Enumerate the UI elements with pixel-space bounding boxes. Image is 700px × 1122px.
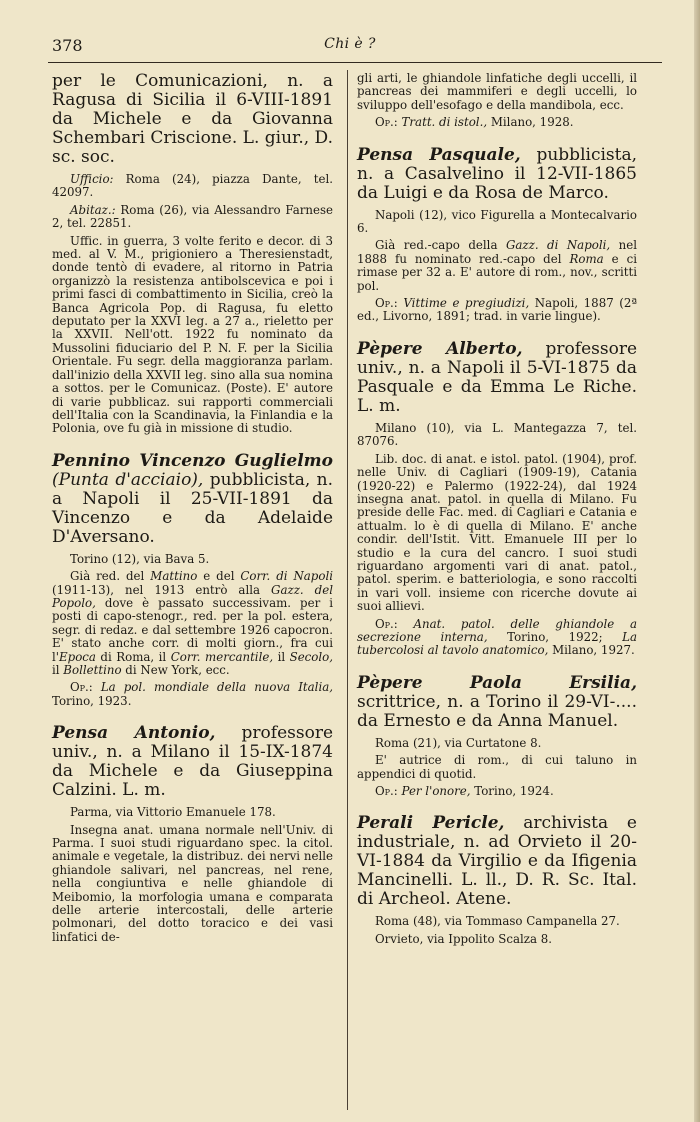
works-label: Op.: <box>375 616 398 631</box>
entry-head-text: scrittrice, n. a Torino il 29-VI-.... da Ernesto e da Anna Manuel. <box>357 691 637 731</box>
works-title: Anat. patol. delle ghiandole a secrezione interna, <box>357 616 637 644</box>
bio-text: (1911-13), nel 1913 entrò alla <box>52 582 272 597</box>
works-text: Torino, 1924. <box>470 784 554 798</box>
right-column <box>357 72 637 950</box>
entry-address: Roma (48), via Tommaso Campanella 27. <box>375 914 620 929</box>
entry-works <box>52 681 333 708</box>
works-text: Torino, 1922; <box>487 629 623 644</box>
office-label: Ufficio: <box>70 172 114 186</box>
entry-head-pennino <box>52 452 333 547</box>
works-text: Napoli, 1887 (2ª ed., Livorno, 1891; trad. in varie lingue). <box>357 296 638 324</box>
entry-head-pepere-alberto <box>357 340 637 416</box>
works-title: Tratt. di istol., <box>401 115 488 130</box>
entry-address-secondary: Orvieto, via Ippolito Scalza 8. <box>375 931 553 946</box>
entry-name: Pennino Vincenzo Guglielmo <box>52 450 333 471</box>
entry-name: Pèpere Alberto, <box>357 338 523 359</box>
bio-title: Secolo, <box>289 649 334 664</box>
works-text: Milano, 1927. <box>548 643 635 658</box>
bio-title: Corr. mercantile, <box>170 649 274 664</box>
entry-address: Milano (10), via L. Mantegazza 7, tel. 87076. <box>357 420 637 449</box>
works-title: Per l'onore, <box>401 784 471 798</box>
entry-head-text: pubblicista, n. a Casalvelino il 12-VII-1865 da Luigi e da Rosa de Marco. <box>357 144 637 203</box>
works-label: Op.: <box>375 115 398 130</box>
bio-text: di Roma, il <box>95 649 171 664</box>
bio-text: Già red. del <box>70 569 151 584</box>
entry-address: Napoli (12), vico Figurella a Montecalvario 6. <box>357 207 637 236</box>
entry-biography: Uffic. in guerra, 3 volte ferito e decor. di 3 med. al V. M., prigioniero a Theresienstadt, donde tentò di evadere, al ritorno in Patria organizzò la resistenza antibolscevica e poi i primi fasci di combattimento in Sicilia, creò la Banca Agricola Pop. di Ragusa, fu eletto deputato per la XXVI leg. a 27 a., rieletto per la XXVII. Nell'ott. 1922 fu nominato da Mussolini fiduciario del P. N. F. per la Sicilia Orientale. Fu segr. della maggioranza parlam. dall'inizio della XXVII leg. sino alla sua nomina a sottos. per le Comunicaz. (Poste). E' autore di varie pubblicaz. sui rapporti commerciali dell'Italia con la Scandinavia, la Finlandia e la Polonia, ove fu già in missione di studio. <box>52 233 333 436</box>
left-column <box>52 72 333 948</box>
entry-biography-continued: gli arti, le ghiandole linfatiche degli uccelli, il pancreas dei mammiferi e degli uccelli, lo sviluppo dell'esofago e della mandibola, ecc. <box>357 71 637 112</box>
works-label: Op.: <box>70 680 93 695</box>
entry-address: Parma, via Vittorio Emanuele 178. <box>70 805 276 820</box>
bio-text: dove è passato successivam. per i posti di capo-stenogr., red. per la pol. estera, segr. di redaz. e dal settembre 1926 capocron. E' stato anche corr. di molti giorn., fra cui l' <box>52 595 333 664</box>
bio-text: di New York, ecc. <box>121 662 230 677</box>
entry-address: Torino (12), via Bava 5. <box>70 551 210 566</box>
works-title: Vittime e pregiudizi, <box>403 296 530 311</box>
entry-head-perali <box>357 814 637 909</box>
works-title: La pol. mondiale della nuova Italia, <box>100 680 334 695</box>
home-label: Abitaz.: <box>70 202 116 217</box>
entry-alias: (Punta d'acciaio), <box>52 469 204 490</box>
entry-name: Pensa Pasquale, <box>357 144 521 165</box>
entry-address: Roma (21), via Curtatone 8. <box>375 735 542 750</box>
entry-works <box>357 618 637 658</box>
entry-works <box>357 297 637 324</box>
bio-title: Gazz. di Napoli, <box>505 238 611 253</box>
bio-title: Bollettino <box>63 662 122 677</box>
bio-text: e del <box>197 569 241 584</box>
entry-works <box>357 785 637 798</box>
bio-title: Corr. di Napoli <box>240 569 333 584</box>
bio-text: nel 1888 fu nominato red.-capo del <box>357 238 637 266</box>
entry-biography: Insegna anat. umana normale nell'Univ. di Parma. I suoi studi riguardano spec. la citol. animale e vegetale, la distribuz. dei nervi nelle ghiandole salivari, nel pancreas, nel rene, nella congiuntiva e nelle ghiandole di Meibomio, la morfologia umana e comparata delle arterie intercostali, delle arterie polmonari, del dotto toracico e dei vasi linfatici de- <box>52 822 333 944</box>
entry-biography <box>357 239 637 293</box>
works-text: Milano, 1928. <box>487 115 574 130</box>
column-divider <box>347 70 348 1110</box>
running-title: Chi è ? <box>324 36 376 52</box>
works-text: Torino, 1923. <box>52 693 132 708</box>
entry-biography <box>52 570 333 677</box>
entry-head-continued: per le Comunicazioni, n. a Ragusa di Sicilia il 6-VIII-1891 da Michele e da Giovanna Schembari Criscione. L. giur., D. sc. soc. <box>52 71 333 167</box>
entry-works <box>357 116 637 129</box>
bio-text: Già red.-capo della <box>375 238 506 253</box>
works-label: Op.: <box>375 784 398 798</box>
page-edge <box>694 0 700 1122</box>
home-text: Roma (26), via Alessandro Farnese 2, tel. 22851. <box>52 202 333 231</box>
entry-head-text: archivista e industriale, n. ad Orvieto il 20-VI-1884 da Virgilio e da Ifigenia Mancinelli. L. ll., D. R. Sc. Ital. di Archeol. Atene. <box>357 813 637 910</box>
page-number: 378 <box>52 36 83 55</box>
bio-text: il <box>273 649 290 664</box>
entry-biography: Lib. doc. di anat. e istol. patol. (1904), prof. nelle Univ. di Cagliari (1909-19), Catania (1920-22) e Palermo (1922-24), dal 1924 insegna anat. patol. in quella di Milano. Fu preside delle Fac. med. di Cagliari e Catania e attualm. lo è di quella di Milano. E' anche condir. dell'Istit. Vitt. Emanuele III per lo studio e la cura del cancro. I suoi studi riguardano argomenti vari di anat. patol., patol. sperim. e batteriologia, e sono raccolti in vari voll. insieme con ricerche dovute ai suoi allievi. <box>357 451 637 614</box>
entry-home-address <box>52 204 333 231</box>
entry-head-pensa-pasquale <box>357 146 637 203</box>
works-title: La tubercolosi al tavolo anatomico, <box>357 629 637 658</box>
entry-name: Pèpere Paola Ersilia, <box>357 672 637 693</box>
entry-head-text: professore univ., n. a Milano il 15-IX-1874 da Michele e da Giuseppina Calzini. L. m. <box>52 723 334 801</box>
entry-office-address <box>52 173 333 200</box>
works-label: Op.: <box>375 296 398 311</box>
entry-head-pensa-antonio <box>52 724 333 800</box>
bio-title: Gazz. del Popolo, <box>52 582 333 610</box>
header-rule <box>48 62 662 63</box>
entry-head-text: professore univ., n. a Napoli il 5-VI-1875 da Pasquale e da Emma Le Riche. L. m. <box>357 338 638 416</box>
office-text: Roma (24), piazza Dante, tel. 42097. <box>52 172 334 200</box>
entry-name: Perali Pericle, <box>357 813 505 834</box>
entry-head-pepere-paola <box>357 674 637 731</box>
bio-title: Epoca <box>59 649 96 664</box>
entry-biography: E' autrice di rom., di cui taluno in appendici di quotid. <box>357 753 637 781</box>
bio-title: Mattino <box>150 569 198 584</box>
entry-head-text: pubblicista, n. a Napoli il 25-VII-1891 da Vincenzo e da Adelaide D'Aversano. <box>52 469 333 547</box>
bio-title: Roma <box>569 251 604 266</box>
entry-name: Pensa Antonio, <box>52 723 216 744</box>
bio-text: e ci rimase per 32 a. E' autore di rom., nov., scritti pol. <box>357 251 637 293</box>
bio-text: il <box>52 662 64 677</box>
